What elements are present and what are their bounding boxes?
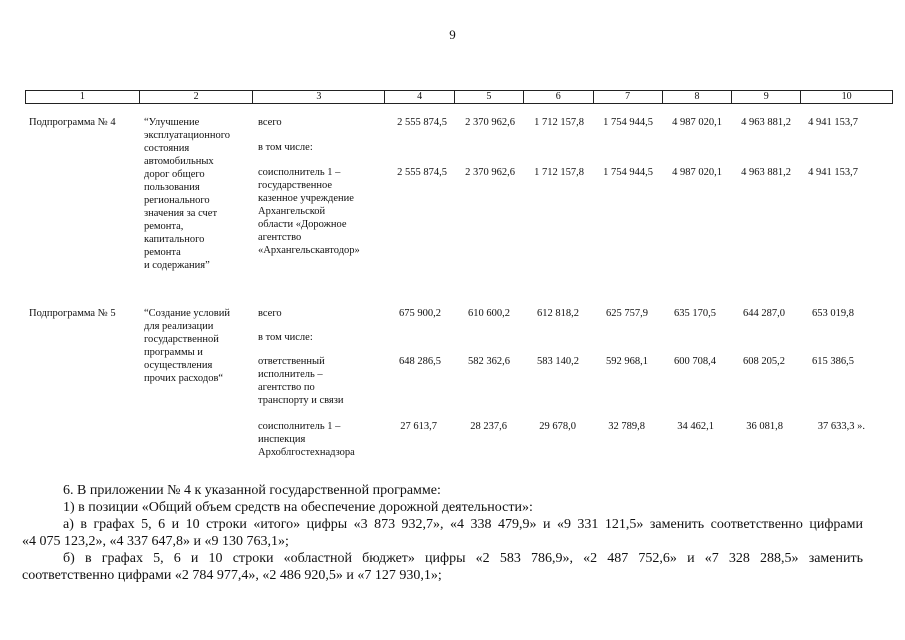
value-cell: 4 941 153,7 xyxy=(808,117,858,128)
value-cell: 1 712 157,8 xyxy=(534,117,584,128)
header-col-7: 7 xyxy=(593,91,662,103)
subprogram-4-coexecutor-label: соисполнитель 1 – государственное казенное учреждение Архангельской области «Дорожное агентство «Архангельскавтодор» xyxy=(258,167,360,256)
paragraph-b-line-2: соответственно цифрами «2 784 977,4», «2 486 920,5» и «7 127 930,1»; xyxy=(22,568,442,583)
value-cell: 583 140,2 xyxy=(537,356,579,367)
subprogram-5-total-label: всего xyxy=(258,308,282,319)
value-cell: 2 370 962,6 xyxy=(465,117,515,128)
subprogram-5-executor-label: ответственный исполнитель – агентство по транспорту и связи xyxy=(258,356,344,406)
header-col-8: 8 xyxy=(662,91,732,103)
value-cell: 4 963 881,2 xyxy=(741,167,791,178)
value-cell: 4 963 881,2 xyxy=(741,117,791,128)
subprogram-4-total-label: всего xyxy=(258,117,282,128)
header-col-5: 5 xyxy=(454,91,523,103)
paragraph-a-line-2: «4 075 123,2», «4 337 647,8» и «9 130 763,1»; xyxy=(22,534,289,549)
paragraph-a-line-1: а) в графах 5, 6 и 10 строки «итого» цифры «3 873 932,7», «4 338 479,9» и «9 331 121,5» заменить соответственно цифрами xyxy=(63,517,863,532)
value-cell: 34 462,1 xyxy=(677,421,714,432)
value-cell: 29 678,0 xyxy=(539,421,576,432)
header-col-4: 4 xyxy=(384,91,454,103)
value-cell: 600 708,4 xyxy=(674,356,716,367)
value-cell: 1 754 944,5 xyxy=(603,117,653,128)
value-cell: 2 370 962,6 xyxy=(465,167,515,178)
value-cell: 653 019,8 xyxy=(812,308,854,319)
header-col-9: 9 xyxy=(731,91,800,103)
page-number: 9 xyxy=(449,27,456,42)
value-cell: 27 613,7 xyxy=(400,421,437,432)
value-cell: 4 987 020,1 xyxy=(672,167,722,178)
value-cell: 32 789,8 xyxy=(608,421,645,432)
paragraph-b-line-1: б) в графах 5, 6 и 10 строки «областной бюджет» цифры «2 583 786,9», «2 487 752,6» и «7 328 288,5» заменить xyxy=(63,551,863,566)
subprogram-5-description: “Создание условий для реализации государственной программы и осуществления прочих расходов“ xyxy=(144,308,230,384)
value-cell: 608 205,2 xyxy=(743,356,785,367)
header-col-10: 10 xyxy=(800,91,892,103)
value-cell: 612 818,2 xyxy=(537,308,579,319)
subprogram-5-including-label: в том числе: xyxy=(258,332,313,343)
paragraph-6: 6. В приложении № 4 к указанной государственной программе: xyxy=(63,483,441,498)
value-cell: 675 900,2 xyxy=(399,308,441,319)
subprogram-4-including-label: в том числе: xyxy=(258,142,313,153)
value-cell: 625 757,9 xyxy=(606,308,648,319)
header-col-3: 3 xyxy=(252,91,384,103)
value-cell: 4 987 020,1 xyxy=(672,117,722,128)
table-header xyxy=(25,90,893,104)
subprogram-5-coexecutor-label: соисполнитель 1 – инспекция Архоблгостехнадзора xyxy=(258,421,355,458)
value-cell: 2 555 874,5 xyxy=(397,167,447,178)
value-cell: 1 754 944,5 xyxy=(603,167,653,178)
paragraph-1: 1) в позиции «Общий объем средств на обеспечение дорожной деятельности»: xyxy=(63,500,533,515)
header-col-2: 2 xyxy=(139,91,253,103)
header-col-6: 6 xyxy=(523,91,593,103)
subprogram-4-name: Подпрограмма № 4 xyxy=(29,117,116,128)
value-cell: 635 170,5 xyxy=(674,308,716,319)
value-cell: 610 600,2 xyxy=(468,308,510,319)
value-cell: 1 712 157,8 xyxy=(534,167,584,178)
value-cell: 4 941 153,7 xyxy=(808,167,858,178)
value-cell: 582 362,6 xyxy=(468,356,510,367)
value-cell: 2 555 874,5 xyxy=(397,117,447,128)
subprogram-5-name: Подпрограмма № 5 xyxy=(29,308,116,319)
value-cell: 648 286,5 xyxy=(399,356,441,367)
value-cell: 36 081,8 xyxy=(746,421,783,432)
value-cell: 28 237,6 xyxy=(470,421,507,432)
value-cell: 615 386,5 xyxy=(812,356,854,367)
subprogram-4-description: “Улучшение эксплуатационного состояния автомобильных дорог общего пользования регионального значения за счет ремонта, капитального ремонта и содержания” xyxy=(144,117,231,271)
header-col-1: 1 xyxy=(79,91,85,102)
value-cell: 644 287,0 xyxy=(743,308,785,319)
value-cell: 592 968,1 xyxy=(606,356,648,367)
value-cell: 37 633,3 ». xyxy=(817,421,865,432)
